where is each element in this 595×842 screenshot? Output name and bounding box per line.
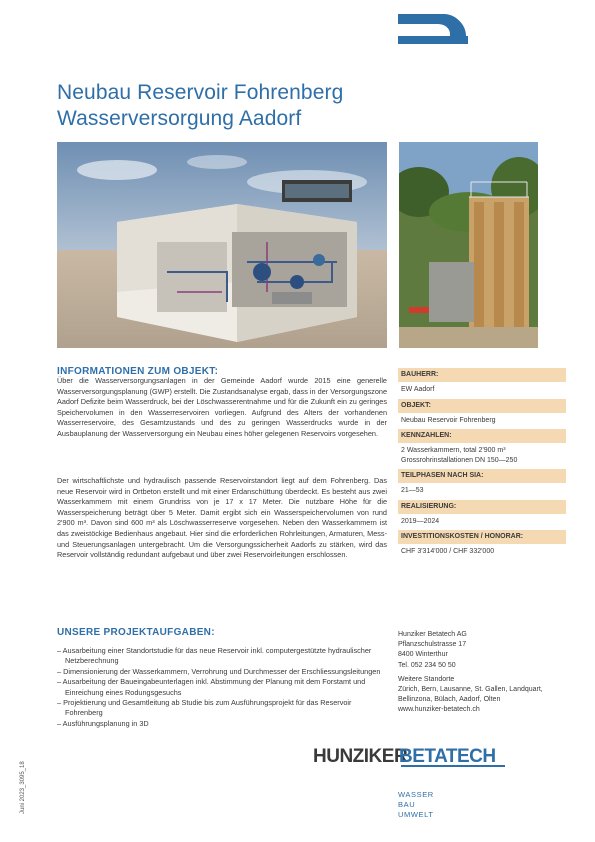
kennzahlen-value-2: Grossrohrinstallationen DN 150—250 (401, 456, 518, 464)
realisierung-label: REALISIERUNG: (398, 499, 566, 514)
title-line-1: Neubau Reservoir Fohrenberg (57, 81, 344, 104)
brand-part-1: HUNZIKER (313, 746, 408, 767)
construction-photo (399, 142, 538, 348)
page-title (57, 80, 343, 132)
list-item: – Dimensionierung der Wasserkammern, Verrohrung und Durchmesser der Erschliessungsleitungen (57, 666, 381, 676)
website-link[interactable]: www.hunziker-betatech.ch (398, 706, 480, 714)
kennzahlen-label: KENNZAHLEN: (398, 428, 566, 443)
list-item: – Projektierung und Gesamtleitung ab Studie bis zum Ausführungsprojekt für das Reservoir Fohrenberg (57, 698, 352, 718)
bauherr-value: EW Aadorf (401, 386, 435, 393)
info-heading: INFORMATIONEN ZUM OBJEKT: (57, 366, 219, 377)
kosten-label: INVESTITIONSKOSTEN / HONORAR: (398, 529, 566, 544)
info-paragraph-2: Der wirtschaftlichste und hydraulisch passende Reservoirstandort liegt auf dem Fohrenberg. Das neue Reservoir wird in Ortbeton erstellt und mit einer Erdanschüttung überdeckt. Es besteht aus zwei Wasserkammern mit einem Grundriss von je 17 x 17 Meter. Die nutzbare Höhe für die Wasserspeicherung beträgt über 5 Meter. Damit ergibt sich ein Wasserspeichervolumen von rund 2'900 m³. Davon sind 600 m³ als Löschwasserreserve vorgesehen. Neben den Wasserkammern ist das zweistöckige Bedienhaus angebaut. Hier sind die erforderlichen Rohrleitungen, Armaturen, Mess- und Steuerungsanlagen untergebracht. Um die Versorgungssicherheit Aadorfs zu stärken, wird das Reservoir vollständig redundant aufgebaut und über zwei Reservoirleitungen erschlossen. (57, 476, 387, 560)
tagline-wasser: WASSER (398, 790, 434, 799)
objekt-label: OBJEKT: (398, 398, 566, 413)
project-facts-sidebar (398, 367, 566, 560)
top-logo-mark (398, 0, 468, 44)
company-street: Pflanzschulstrasse 17 (398, 641, 467, 649)
contact-block (398, 630, 568, 716)
objekt-value: Neubau Reservoir Fohrenberg (401, 416, 496, 424)
sia-label: TEILPHASEN NACH SIA: (398, 468, 566, 483)
kennzahlen-value (398, 443, 566, 468)
tasks-heading: UNSERE PROJEKTAUFGABEN: (57, 627, 215, 638)
document-code: Juni 2023_3095_18 (20, 761, 26, 814)
sia-value: 21—53 (401, 487, 424, 494)
list-item: – Ausarbeitung der Baueingabeunterlagen inkl. Abstimmung der Planung mit dem Forstamt und Einreichung eines Rodungsgesuchs (57, 677, 366, 697)
company-phone: Tel. 052 234 50 50 (398, 661, 456, 669)
tagline-umwelt: UMWELT (398, 810, 434, 819)
info-paragraph-1: Über die Wasserversorgungsanlagen in der Gemeinde Aadorf wurde 2015 eine generelle Wasserversorgungsplanung (GWP) erstellt. Die Zustandsanalyse ergab, dass in der Versorgungszone Aadorf Defizite beim Wasserdruck, bei der Löschwasserentnahme und für die Zukunft ein zu geringes Speichervolumen in den Wasserreservoiren vorliegen. Aufgrund des Alters der vorhandenen Wasserreservoire, des Gesamtzustands und des zu geringen Wasserdrucks wurde in der Ausbauplanung der Wasserversorgung ein Neubau eines höher gelegenen Reservoirs vorgesehen. (57, 376, 387, 438)
bauherr-label: BAUHERR: (398, 367, 566, 382)
tasks-list (57, 646, 387, 729)
realisierung-value: 2019—2024 (401, 517, 440, 525)
locations-list: Zürich, Bern, Lausanne, St. Gallen, Landquart, Bellinzona, Bülach, Aadorf, Olten (398, 686, 543, 704)
company-city: 8400 Winterthur (398, 651, 448, 659)
title-line-2: Wasserversorgung Aadorf (57, 107, 302, 130)
brand-tagline (398, 790, 434, 820)
kennzahlen-value-1: 2 Wasserkammern, total 2'900 m³ (401, 447, 506, 454)
kosten-value: CHF 3'314'000 / CHF 332'000 (401, 548, 495, 555)
company-name: Hunziker Betatech AG (398, 631, 467, 638)
locations-heading: Weitere Standorte (398, 675, 455, 683)
list-item: – Ausführungsplanung in 3D (57, 718, 149, 728)
tagline-bau: BAU (398, 800, 416, 809)
hunziker-betatech-logo (313, 742, 505, 772)
reservoir-rendering-image (57, 142, 387, 348)
brand-part-2: BETATECH (399, 746, 496, 767)
list-item: – Ausarbeitung einer Standortstudie für das neue Reservoir inkl. computergestützte hydraulischer Netzberechnung (57, 646, 372, 666)
